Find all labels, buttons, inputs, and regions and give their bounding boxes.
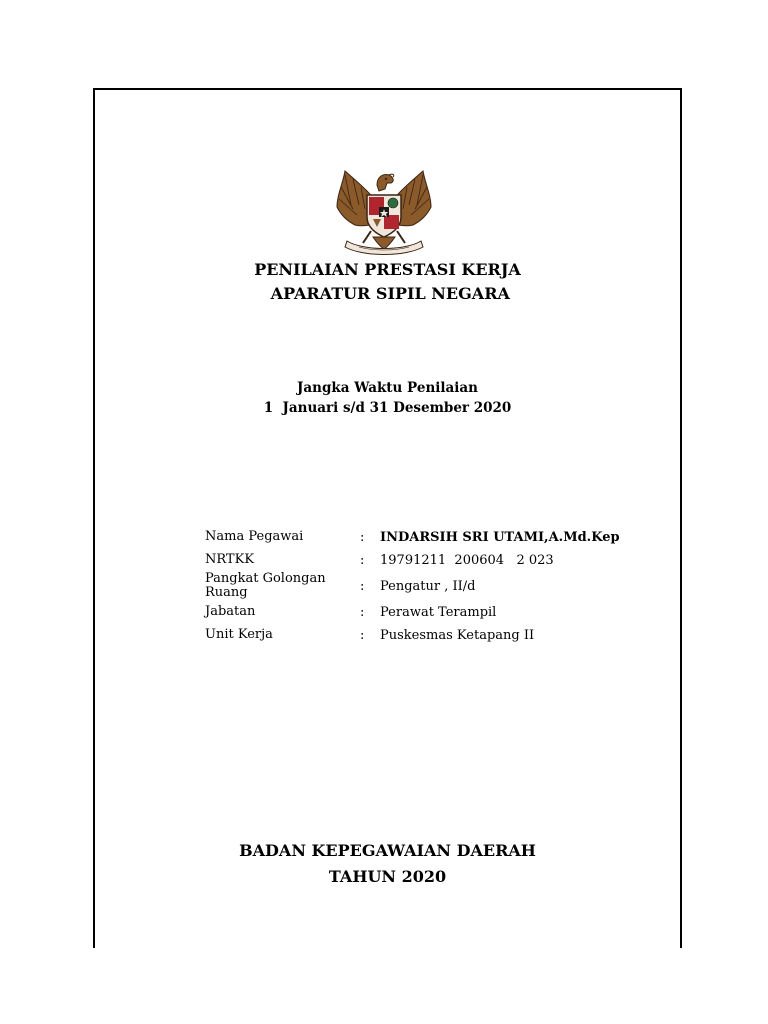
period-label: Jangka Waktu Penilaian — [297, 380, 478, 396]
info-row-name — [205, 526, 625, 548]
assessment-period — [93, 378, 682, 418]
employee-info-table — [205, 526, 625, 647]
info-label: Nama Pegawai — [205, 529, 304, 544]
title-line-1: PENILAIAN PRESTASI KERJA — [254, 260, 521, 279]
info-label: Jabatan — [205, 604, 256, 619]
info-colon: : — [360, 604, 365, 620]
footer-year: TAHUN 2020 — [328, 867, 447, 886]
period-range: 1 Januari s/d 31 Desember 2020 — [263, 400, 512, 416]
info-colon: : — [360, 529, 365, 545]
info-row-unit — [205, 624, 625, 646]
info-label: Unit Kerja — [205, 627, 273, 642]
info-label: NRTKK — [205, 552, 255, 567]
title-line-2: APARATUR SIPIL NEGARA — [265, 284, 510, 303]
info-value: Perawat Terampil — [380, 604, 497, 620]
info-value: 19791211 200604 2 023 — [380, 552, 554, 568]
info-row-position — [205, 601, 625, 623]
info-label: Pangkat Golongan Ruang — [205, 571, 326, 600]
info-colon: : — [360, 627, 365, 643]
footer-agency: BADAN KEPEGAWAIAN DAERAH — [239, 841, 536, 860]
document-footer — [93, 838, 682, 890]
info-colon: : — [360, 578, 365, 594]
info-value: Pengatur , II/d — [380, 578, 476, 594]
info-row-nrtkk — [205, 549, 625, 571]
info-row-rank — [205, 572, 625, 600]
garuda-pancasila-emblem-icon — [333, 165, 435, 255]
info-value: INDARSIH SRI UTAMI,A.Md.Kep — [380, 529, 620, 545]
info-colon: : — [360, 552, 365, 568]
document-title — [93, 258, 682, 306]
info-value: Puskesmas Ketapang II — [380, 627, 535, 643]
